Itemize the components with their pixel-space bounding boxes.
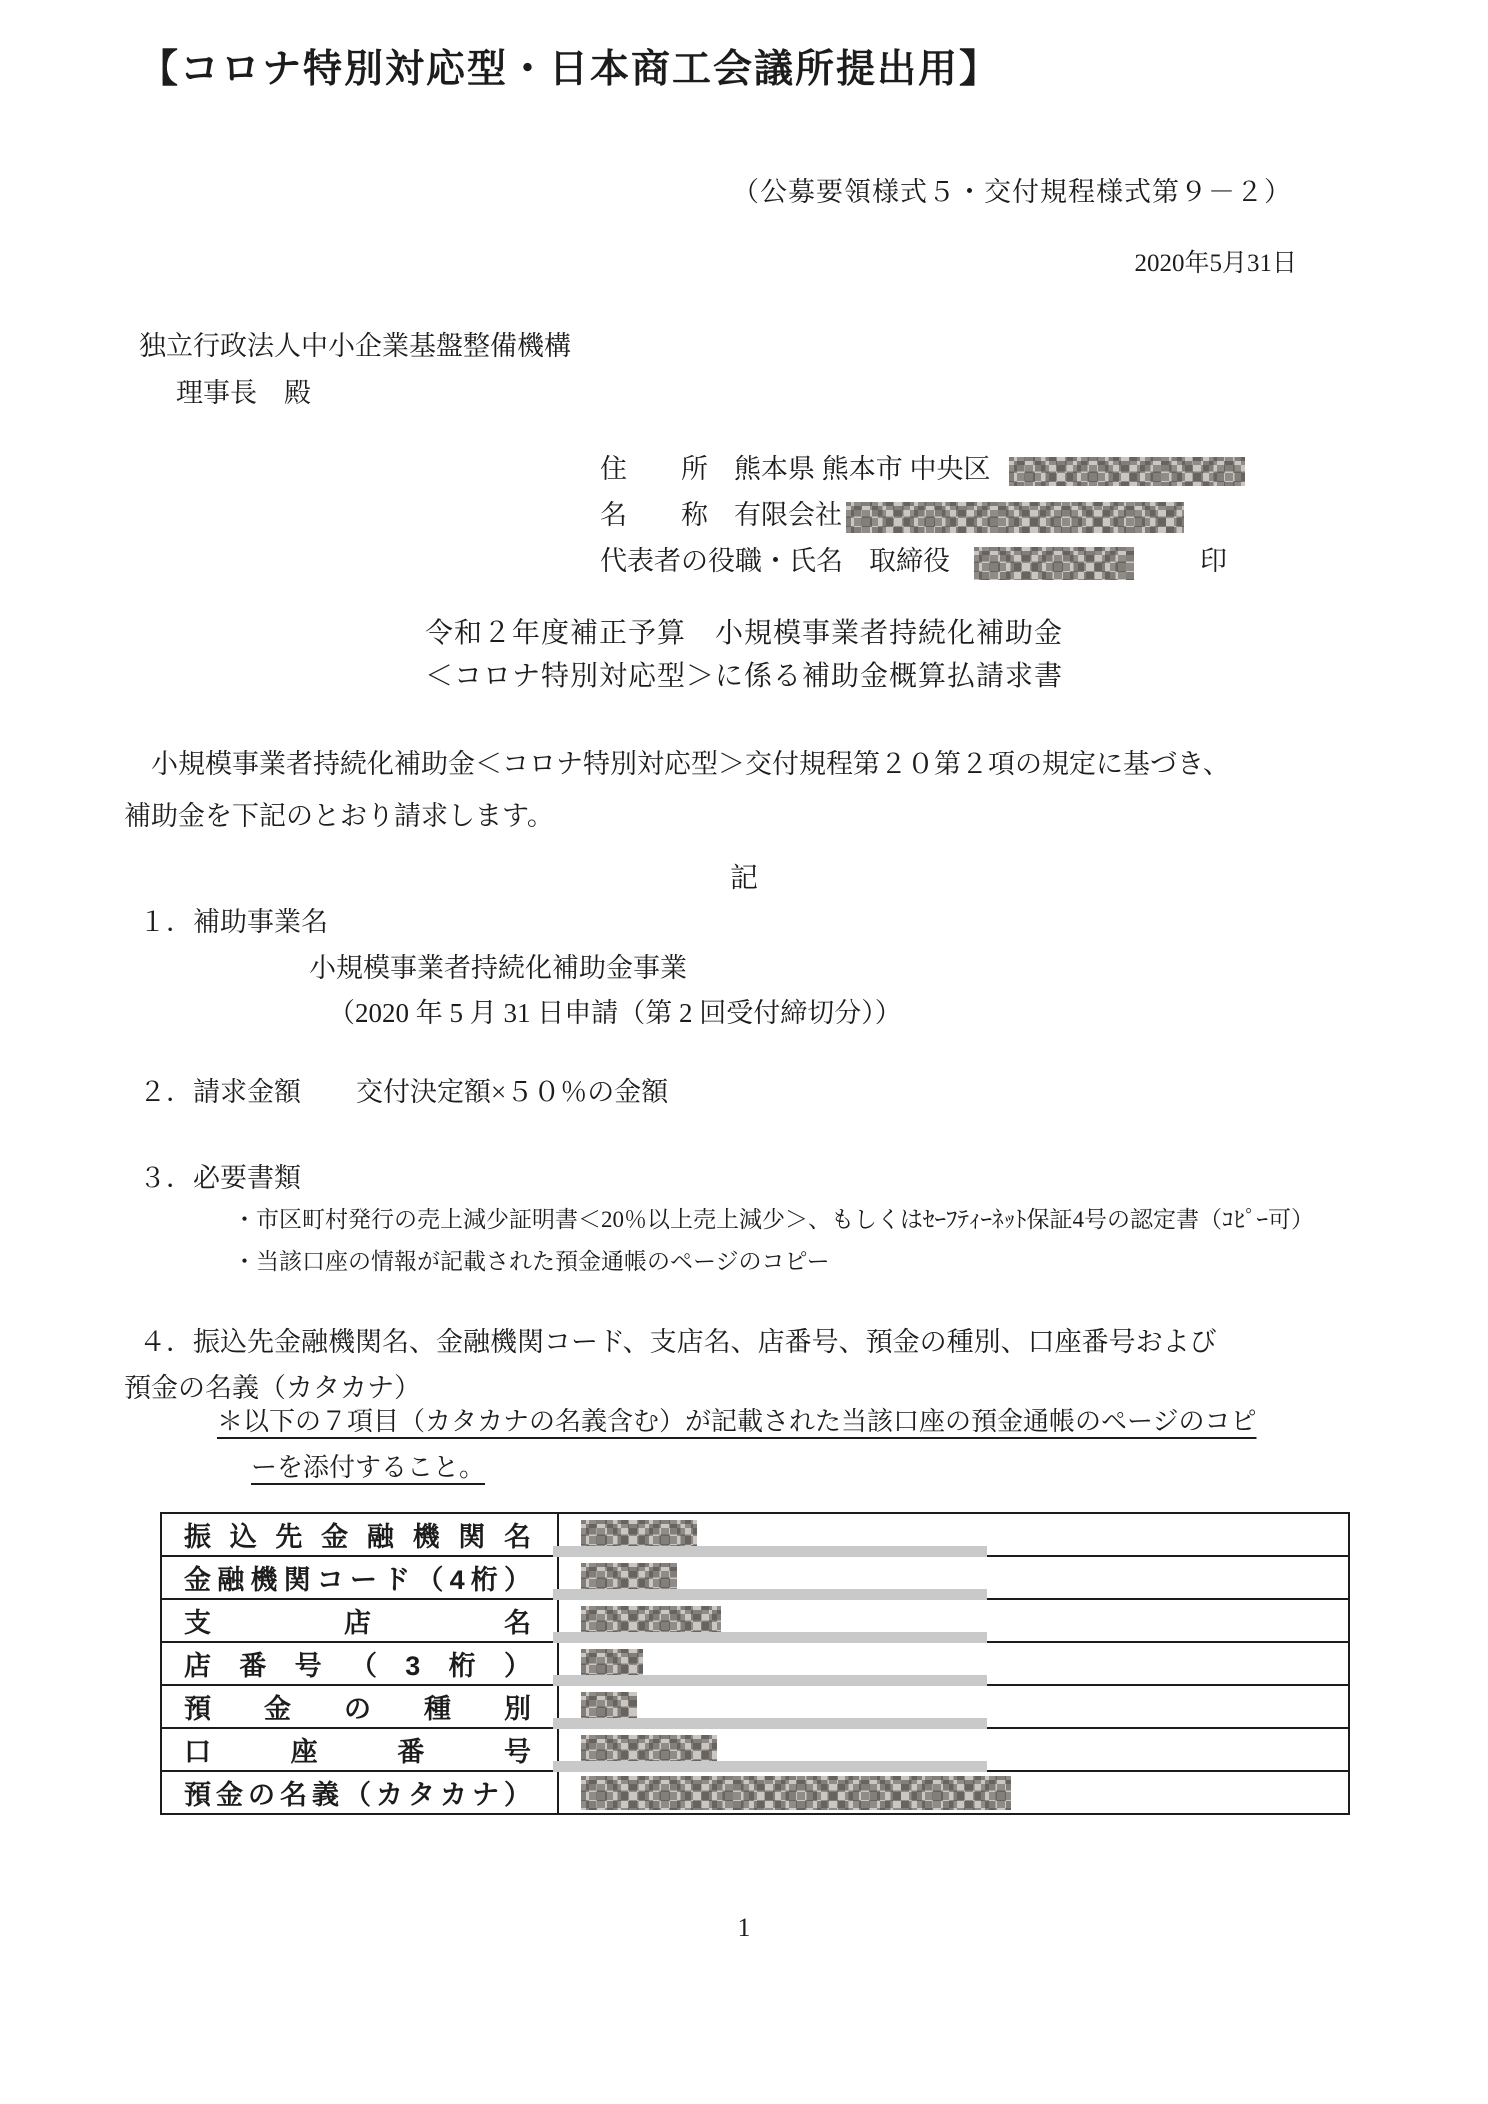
section1-heading: １．補助事業名: [139, 907, 328, 937]
row-value-redacted: [558, 1599, 1349, 1642]
row-label: 支店名: [161, 1599, 558, 1642]
address-redaction-mosaic: [1009, 457, 1245, 486]
section4-note-line2: ーを添付すること。: [251, 1453, 486, 1482]
applicant-address-row: [600, 446, 1245, 492]
redaction-mosaic: [581, 1520, 697, 1550]
document-header-tag: 【コロナ特別対応型・日本商工会議所提出用】: [139, 48, 1001, 91]
row-label: 振込先金融機関名: [161, 1513, 558, 1556]
table-row: [161, 1599, 1349, 1642]
bank-account-table: [160, 1512, 1350, 1815]
redaction-mosaic: [581, 1649, 643, 1679]
address-value: 熊本県 熊本市 中央区: [734, 454, 991, 484]
redaction-mosaic: [581, 1735, 717, 1765]
applicant-block: [600, 446, 1245, 584]
record-mark: 記: [729, 863, 758, 894]
row-value-redacted: [558, 1771, 1349, 1814]
addressee-organization: 独立行政法人中小企業基盤整備機構: [139, 331, 571, 361]
redaction-mosaic: [581, 1692, 637, 1722]
representative-label: 代表者の役職・氏名: [600, 546, 843, 576]
document-title-line2: ＜コロナ特別対応型＞に係る補助金概算払請求書: [424, 661, 1063, 692]
section1-application-date: （2020 年 5 月 31 日申請（第 2 回受付締切分））: [328, 998, 902, 1028]
section4-heading-line2: 預金の名義（カタカナ）: [124, 1373, 421, 1403]
document-title: [0, 612, 1488, 698]
redaction-mosaic: [581, 1563, 677, 1593]
page-number: 1: [737, 1913, 751, 1942]
section4-heading-line1: ４．振込先金融機関名、金融機関コード、支店名、店番号、預金の種別、口座番号および: [139, 1327, 1217, 1357]
row-value-redacted: [558, 1513, 1349, 1556]
section1-project-name: 小規模事業者持続化補助金事業: [309, 953, 687, 983]
section3-bullet-2: ・当該口座の情報が記載された預金通帳のページのコピー: [233, 1249, 830, 1274]
body-paragraph: [124, 738, 1230, 842]
representative-name-redaction-mosaic: [974, 547, 1134, 580]
section2-amount: 交付決定額×５０％の金額: [356, 1077, 669, 1107]
row-label: 預金の名義（カタカナ）: [161, 1771, 558, 1814]
document-date: 2020年5月31日: [1134, 250, 1297, 277]
addressee-honorific: 理事長 殿: [176, 378, 311, 408]
table-row: [161, 1513, 1349, 1556]
row-value-redacted: [558, 1728, 1349, 1771]
section2-heading: [139, 1070, 668, 1109]
section2-label: ２．請求金額: [139, 1077, 301, 1107]
form-reference: （公募要領様式５・交付規程様式第９－２）: [732, 177, 1292, 207]
row-label: 店番号（3桁）: [161, 1642, 558, 1685]
seal-mark: 印: [1200, 546, 1227, 576]
section3-heading: ３．必要書類: [139, 1163, 301, 1193]
applicant-name-row: [600, 492, 1245, 538]
body-line2: 補助金を下記のとおり請求します。: [124, 801, 554, 831]
table-row: [161, 1771, 1349, 1814]
section4-note-line1: ＊以下の７項目（カタカナの名義含む）が記載された当該口座の預金通帳のページのコピ: [217, 1407, 1257, 1436]
company-name-label: 名 称: [600, 500, 708, 530]
table-row: [161, 1685, 1349, 1728]
address-label: 住 所: [600, 454, 708, 484]
table-row: [161, 1642, 1349, 1685]
body-line1: 小規模事業者持続化補助金＜コロナ特別対応型＞交付規程第２０第２項の規定に基づき、: [124, 749, 1230, 779]
redaction-mosaic: [581, 1606, 721, 1636]
row-label: 口座番号: [161, 1728, 558, 1771]
row-value-redacted: [558, 1685, 1349, 1728]
row-label: 預金の種別: [161, 1685, 558, 1728]
document-title-line1: 令和２年度補正予算 小規模事業者持続化補助金: [424, 618, 1063, 649]
table-row: [161, 1728, 1349, 1771]
applicant-representative-row: [600, 538, 1245, 584]
representative-title-value: 取締役: [869, 546, 950, 576]
row-value-redacted: [558, 1642, 1349, 1685]
redaction-mosaic: [581, 1776, 1011, 1810]
table-row: [161, 1556, 1349, 1599]
company-name-redaction-mosaic: [846, 502, 1184, 533]
section3-bullet-1: ・市区町村発行の売上減少証明書＜20％以上売上減少＞、もしくはｾｰﾌﾃｨｰﾈｯﾄ保証4号の認定書（ｺﾋﾟｰ可）: [233, 1207, 1314, 1232]
row-value-redacted: [558, 1556, 1349, 1599]
company-name-value: 有限会社: [734, 500, 842, 530]
row-label: 金融機関コード（4桁）: [161, 1556, 558, 1599]
